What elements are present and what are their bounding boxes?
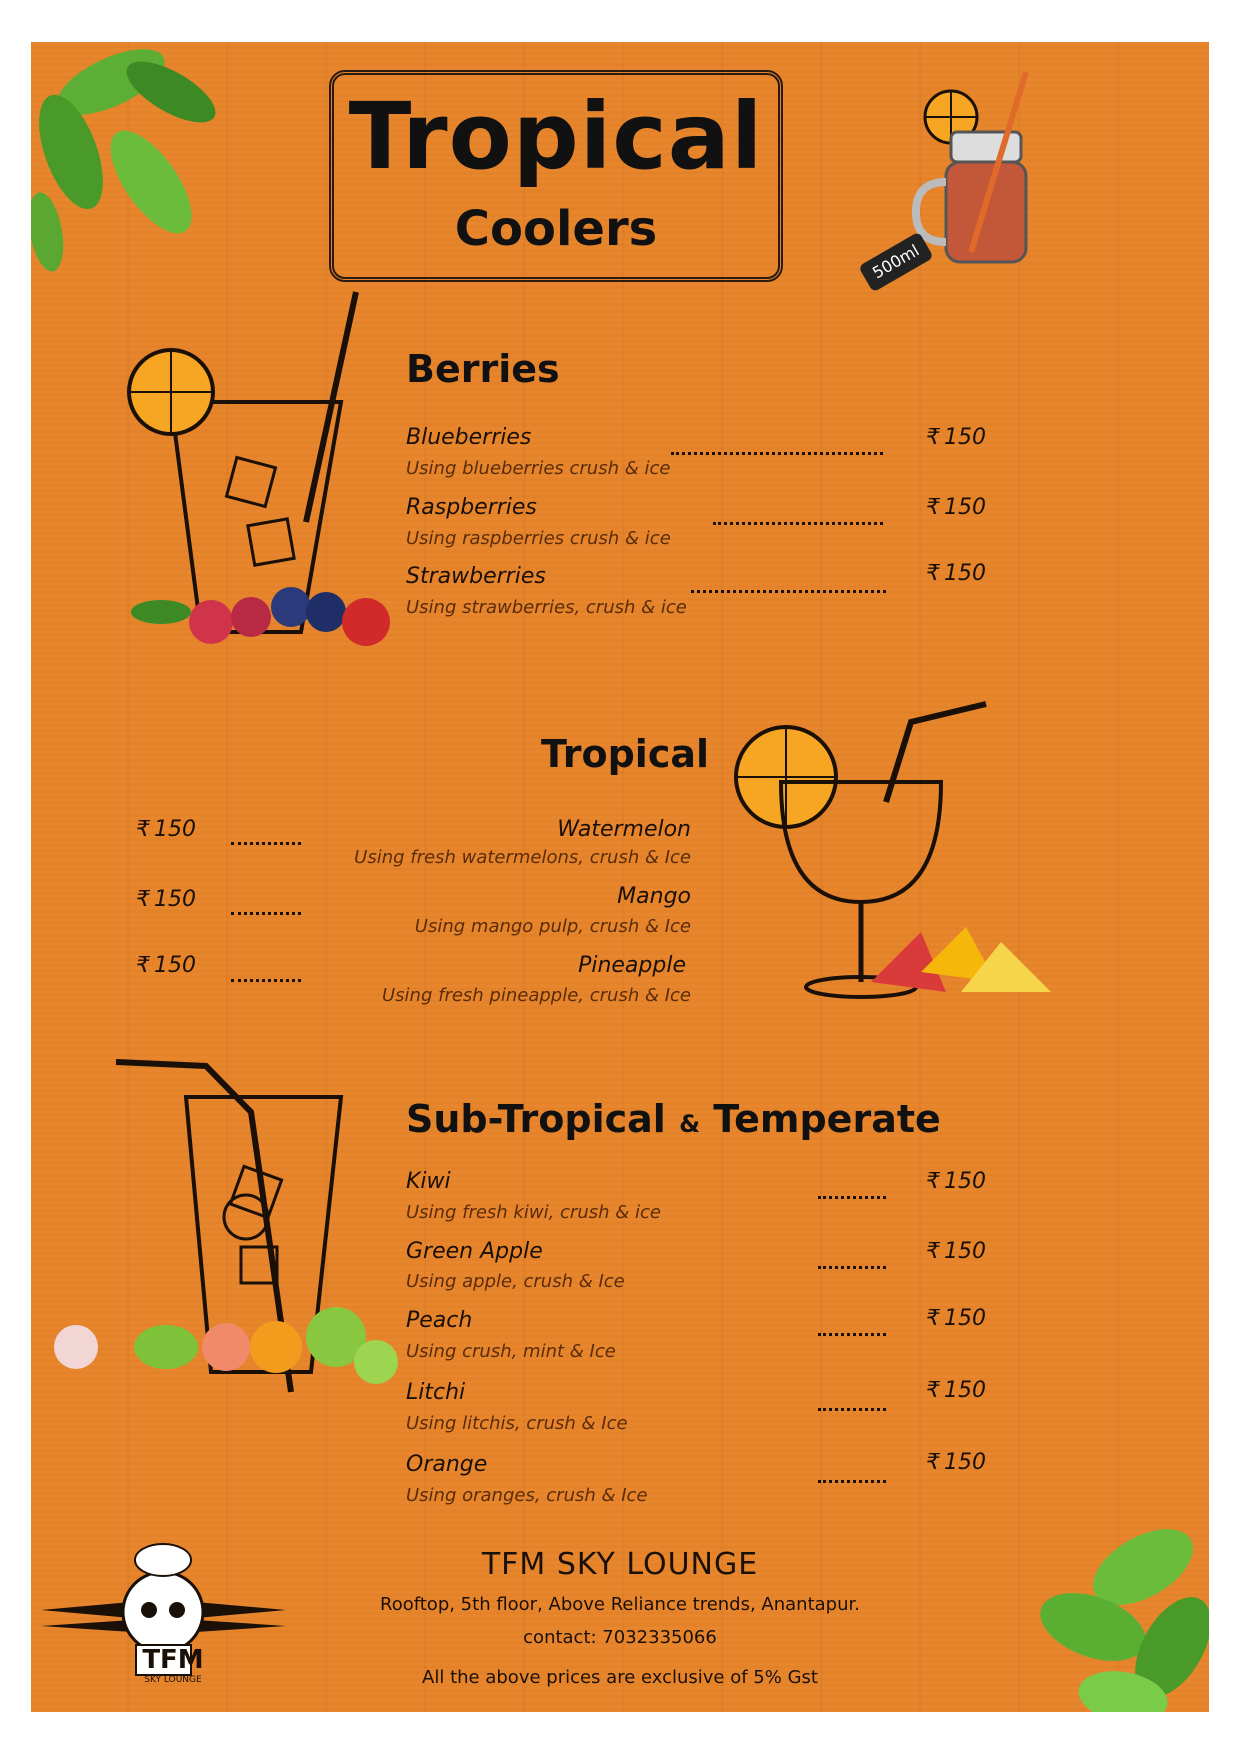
currency-symbol: ₹ [926,1169,940,1194]
item-price-orange: ₹ 150 [926,1450,986,1475]
item-name-raspberries: Raspberries [406,495,537,520]
dot-leader [231,912,301,915]
item-name-strawberries: Strawberries [406,564,546,589]
currency-symbol: ₹ [136,887,150,912]
logo-text: TFM [142,1645,204,1675]
cocktail-glass-icon [721,692,1061,1032]
menu-poster [31,42,1209,1712]
size-tag-label: 500ml [869,240,923,283]
dot-leader [818,1408,886,1411]
item-price-kiwi: ₹ 150 [926,1169,986,1194]
currency-symbol: ₹ [136,817,150,842]
section-title-tropical: Tropical [541,732,710,776]
leaves-top-left-icon [31,42,251,262]
dot-leader [231,979,301,982]
dot-leader [818,1196,886,1199]
item-desc-green-apple: Using apple, crush & Ice [406,1271,625,1292]
item-desc-litchi: Using litchis, crush & Ice [406,1413,628,1434]
currency-symbol: ₹ [136,953,150,978]
item-price-green-apple: ₹ 150 [926,1239,986,1264]
section-title-part2: Temperate [713,1097,941,1141]
logo-subtext: SKY LOUNGE [144,1675,202,1685]
item-price-pineapple: ₹ 150 [136,953,196,978]
item-price-peach: ₹ 150 [926,1306,986,1331]
item-name-mango: Mango [617,884,691,909]
dot-leader [818,1480,886,1483]
item-name-kiwi: Kiwi [406,1169,451,1194]
currency-symbol: ₹ [926,1450,940,1475]
currency-symbol: ₹ [926,425,940,450]
item-price-mango: ₹ 150 [136,887,196,912]
footer-gst-note: All the above prices are exclusive of 5% Gst [422,1667,818,1688]
section-title-amp: & [679,1110,700,1138]
footer-contact: contact: 7032335066 [523,1627,717,1648]
footer-venue-name: TFM SKY LOUNGE [481,1547,759,1582]
item-desc-peach: Using crush, mint & Ice [406,1341,616,1362]
footer-address: Rooftop, 5th floor, Above Reliance trends, Anantapur. [380,1594,860,1615]
item-price-blueberries: ₹ 150 [926,425,986,450]
currency-symbol: ₹ [926,495,940,520]
item-desc-watermelon: Using fresh watermelons, crush & Ice [354,847,691,868]
item-name-green-apple: Green Apple [406,1239,543,1264]
currency-symbol: ₹ [926,561,940,586]
section-title-berries: Berries [406,347,560,391]
dot-leader [671,452,883,455]
item-desc-pineapple: Using fresh pineapple, crush & Ice [382,985,691,1006]
section-title-subtropical [406,1097,941,1141]
glass-berries-icon [101,292,401,672]
item-name-blueberries: Blueberries [406,425,532,450]
item-desc-raspberries: Using raspberries crush & ice [406,528,671,549]
currency-symbol: ₹ [926,1378,940,1403]
dot-leader [231,842,301,845]
page-subtitle: Coolers [454,201,658,257]
dot-leader [818,1266,886,1269]
dot-leader [818,1333,886,1336]
size-tag [858,232,934,293]
page-title: Tropical [348,83,764,190]
item-price-strawberries: ₹ 150 [926,561,986,586]
item-name-litchi: Litchi [406,1380,466,1405]
item-desc-kiwi: Using fresh kiwi, crush & ice [406,1202,661,1223]
tall-glass-icon [36,1002,386,1402]
item-desc-strawberries: Using strawberries, crush & ice [406,597,687,618]
dot-leader [713,522,883,525]
item-price-litchi: ₹ 150 [926,1378,986,1403]
item-name-orange: Orange [406,1452,488,1477]
item-name-pineapple: Pineapple [578,953,686,978]
item-desc-blueberries: Using blueberries crush & ice [406,458,671,479]
item-desc-orange: Using oranges, crush & Ice [406,1485,648,1506]
item-price-raspberries: ₹ 150 [926,495,986,520]
item-desc-mango: Using mango pulp, crush & Ice [414,916,691,937]
item-price-watermelon: ₹ 150 [136,817,196,842]
currency-symbol: ₹ [926,1239,940,1264]
section-title-part1: Sub-Tropical [406,1097,666,1141]
item-name-peach: Peach [406,1308,473,1333]
dot-leader [691,590,886,593]
title-frame [329,70,783,282]
currency-symbol: ₹ [926,1306,940,1331]
item-name-watermelon: Watermelon [557,817,691,842]
